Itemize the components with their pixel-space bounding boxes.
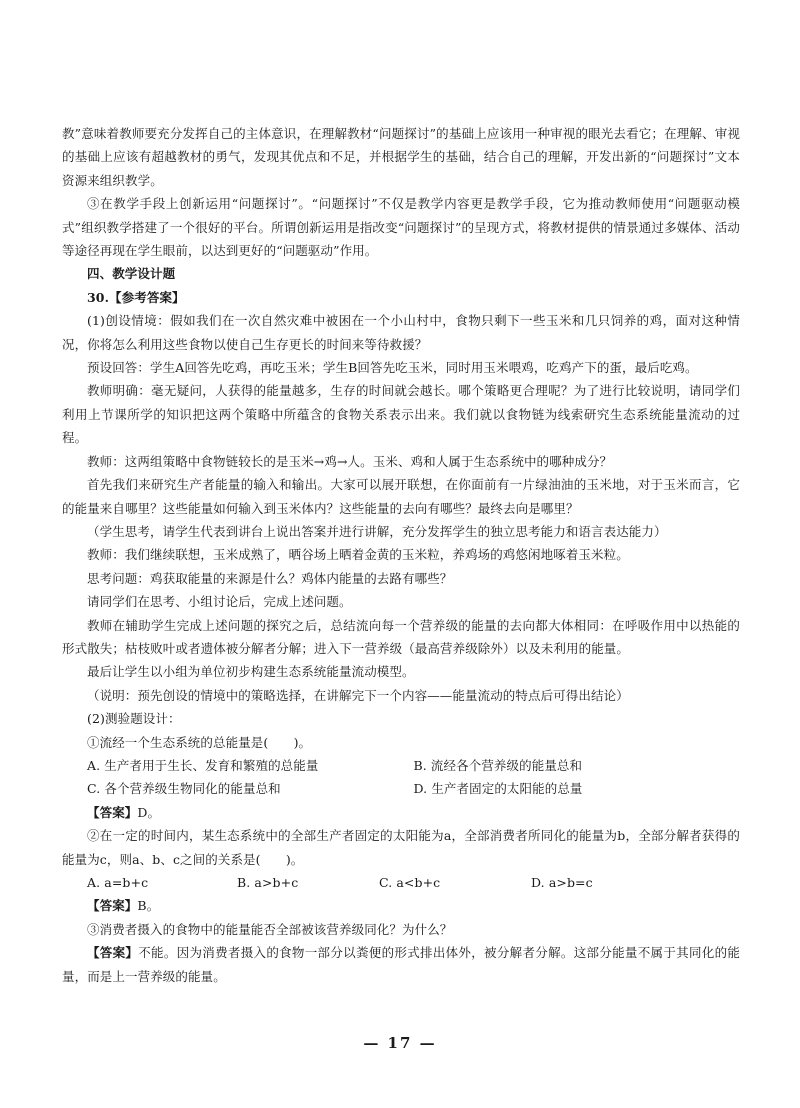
quiz-2-option-c: C. a<b+c (379, 875, 441, 890)
answer-label: 【答案】 (87, 804, 138, 820)
quiz-1-options-row-1 (62, 754, 740, 777)
paragraph-teacher-imagine: 教师：我们继续联想，玉米成熟了，晒谷场上晒着金黄的玉米粒，养鸡场的鸡悠闲地啄着玉米粒。 (87, 547, 629, 563)
paragraph-scenario: (1)创设情境：假如我们在一次自然灾难中被困在一个小山村中，食物只剩下一些玉米和几只饲养的鸡，面对这种情况，你将怎么利用这些食物以使自己生存更长的时间来等待救援？ (62, 313, 740, 352)
quiz-1-options-row-2 (62, 777, 740, 800)
quiz-2-option-b: B. a>b+c (237, 875, 299, 890)
quiz-1-option-b: B. 流经各个营养级的能量总和 (413, 757, 583, 773)
quiz-2-stem: ②在一定的时间内，某生态系统中的全部生产者固定的太阳能为a，全部消费者所同化的能量为b，全部分解者获得的能量为c，则a、b、c之间的关系是( )。 (62, 828, 740, 867)
section-heading: 四、教学设计题 (87, 266, 176, 282)
paragraph-continuation: 教”意味着教师要充分发挥自己的主体意识，在理解教材“问题探讨”的基础上应该用一种审视的眼光去看它；在理解、审视的基础上应该有超越教材的勇气，发现其优点和不足，并根据学生的基础，结合自己的理解，开发出新的“问题探讨”文本资源来组织教学。 (62, 126, 740, 188)
paragraph-producer-energy: 首先我们来研究生产者能量的输入和输出。大家可以展开联想，在你面前有一片绿油油的玉米地，对于玉米而言，它的能量来自哪里？这些能量如何输入到玉米体内？这些能量的去向有哪些？最终去向是哪里？ (62, 477, 740, 516)
quiz-1-option-a: A. 生产者用于生长、发育和繁殖的总能量 (87, 757, 319, 773)
page-number: — 17 — (363, 1034, 437, 1052)
paragraph-student-think: （学生思考，请学生代表到讲台上说出答案并进行讲解，充分发挥学生的独立思考能力和语言表达能力） (87, 523, 667, 539)
quiz-3-answer (62, 941, 740, 988)
paragraph-summary: 教师在辅助学生完成上述问题的探究之后，总结流向每一个营养级的能量的去向都大体相同：在呼吸作用中以热能的形式散失；枯枝败叶或者遗体被分解者分解；进入下一营养级（最高营养级除外）以及未利用的能量。 (62, 617, 740, 656)
answer-label: 【答案】 (87, 945, 139, 961)
document-page (62, 122, 740, 988)
quiz-2-option-d: D. a>b=c (531, 875, 593, 890)
paragraph-teacher-clarify: 教师明确：毫无疑问，人获得的能量越多，生存的时间就会越长。哪个策略更合理呢？为了进行比较说明，请同学们利用上节课所学的知识把这两个策略中所蕴含的食物关系表示出来。我们就以食物链为线索研究生态系统能量流动的过程。 (62, 383, 740, 446)
paragraph-model-building: 最后让学生以小组为单位初步构建生态系统能量流动模型。 (87, 664, 415, 680)
quiz-1-stem: ①流经一个生态系统的总能量是( )。 (87, 734, 312, 750)
paragraph-note: （说明：预先创设的情境中的策略选择，在讲解完下一个内容——能量流动的特点后可得出结论） (87, 687, 629, 703)
quiz-2-option-a: A. a=b+c (87, 875, 149, 890)
paragraph-preset-answer: 预设回答：学生A回答先吃鸡，再吃玉米；学生B回答先吃玉米，同时用玉米喂鸡，吃鸡产下的蛋，最后吃鸡。 (87, 360, 698, 376)
quiz-2-answer (62, 894, 740, 917)
answer-label: 【答案】 (87, 898, 138, 914)
paragraph-thinking-question: 思考问题：鸡获取能量的来源是什么？鸡体内能量的去路有哪些？ (87, 570, 453, 586)
quiz-3-stem: ③消费者摄入的食物中的能量能否全部被该营养级同化？为什么？ (87, 921, 453, 937)
quiz-1-answer (62, 801, 740, 824)
paragraph-group-discussion: 请同学们在思考、小组讨论后，完成上述问题。 (87, 594, 352, 610)
answer-text: 不能。因为消费者摄入的食物一部分以粪便的形式排出体外，被分解者分解。这部分能量不属于其同化的能量，而是上一营养级的能量。 (62, 945, 740, 984)
question-number: 30.【参考答案】 (87, 289, 185, 305)
quiz-2-options (62, 871, 740, 894)
answer-text: B。 (137, 898, 160, 914)
quiz-1-option-d: D. 生产者固定的太阳能的总量 (413, 781, 583, 797)
paragraph-food-chain: 教师：这两组策略中食物链较长的是玉米→鸡→人。玉米、鸡和人属于生态系统中的哪种成分？ (87, 453, 613, 469)
paragraph-quiz-design: (2)测验题设计： (87, 711, 181, 727)
quiz-1-option-c: C. 各个营养级生物同化的能量总和 (87, 781, 281, 797)
answer-text: D。 (137, 804, 161, 820)
paragraph-innovation: ③在教学手段上创新运用“问题探讨”。“问题探讨”不仅是教学内容更是教学手段，它为推动教师使用“问题驱动模式”组织教学搭建了一个很好的平台。所谓创新运用是指改变“问题探讨”的呈现方式，将教材提供的情景通过多媒体、活动等途径再现在学生眼前，以达到更好的“问题驱动”作用。 (62, 196, 740, 259)
